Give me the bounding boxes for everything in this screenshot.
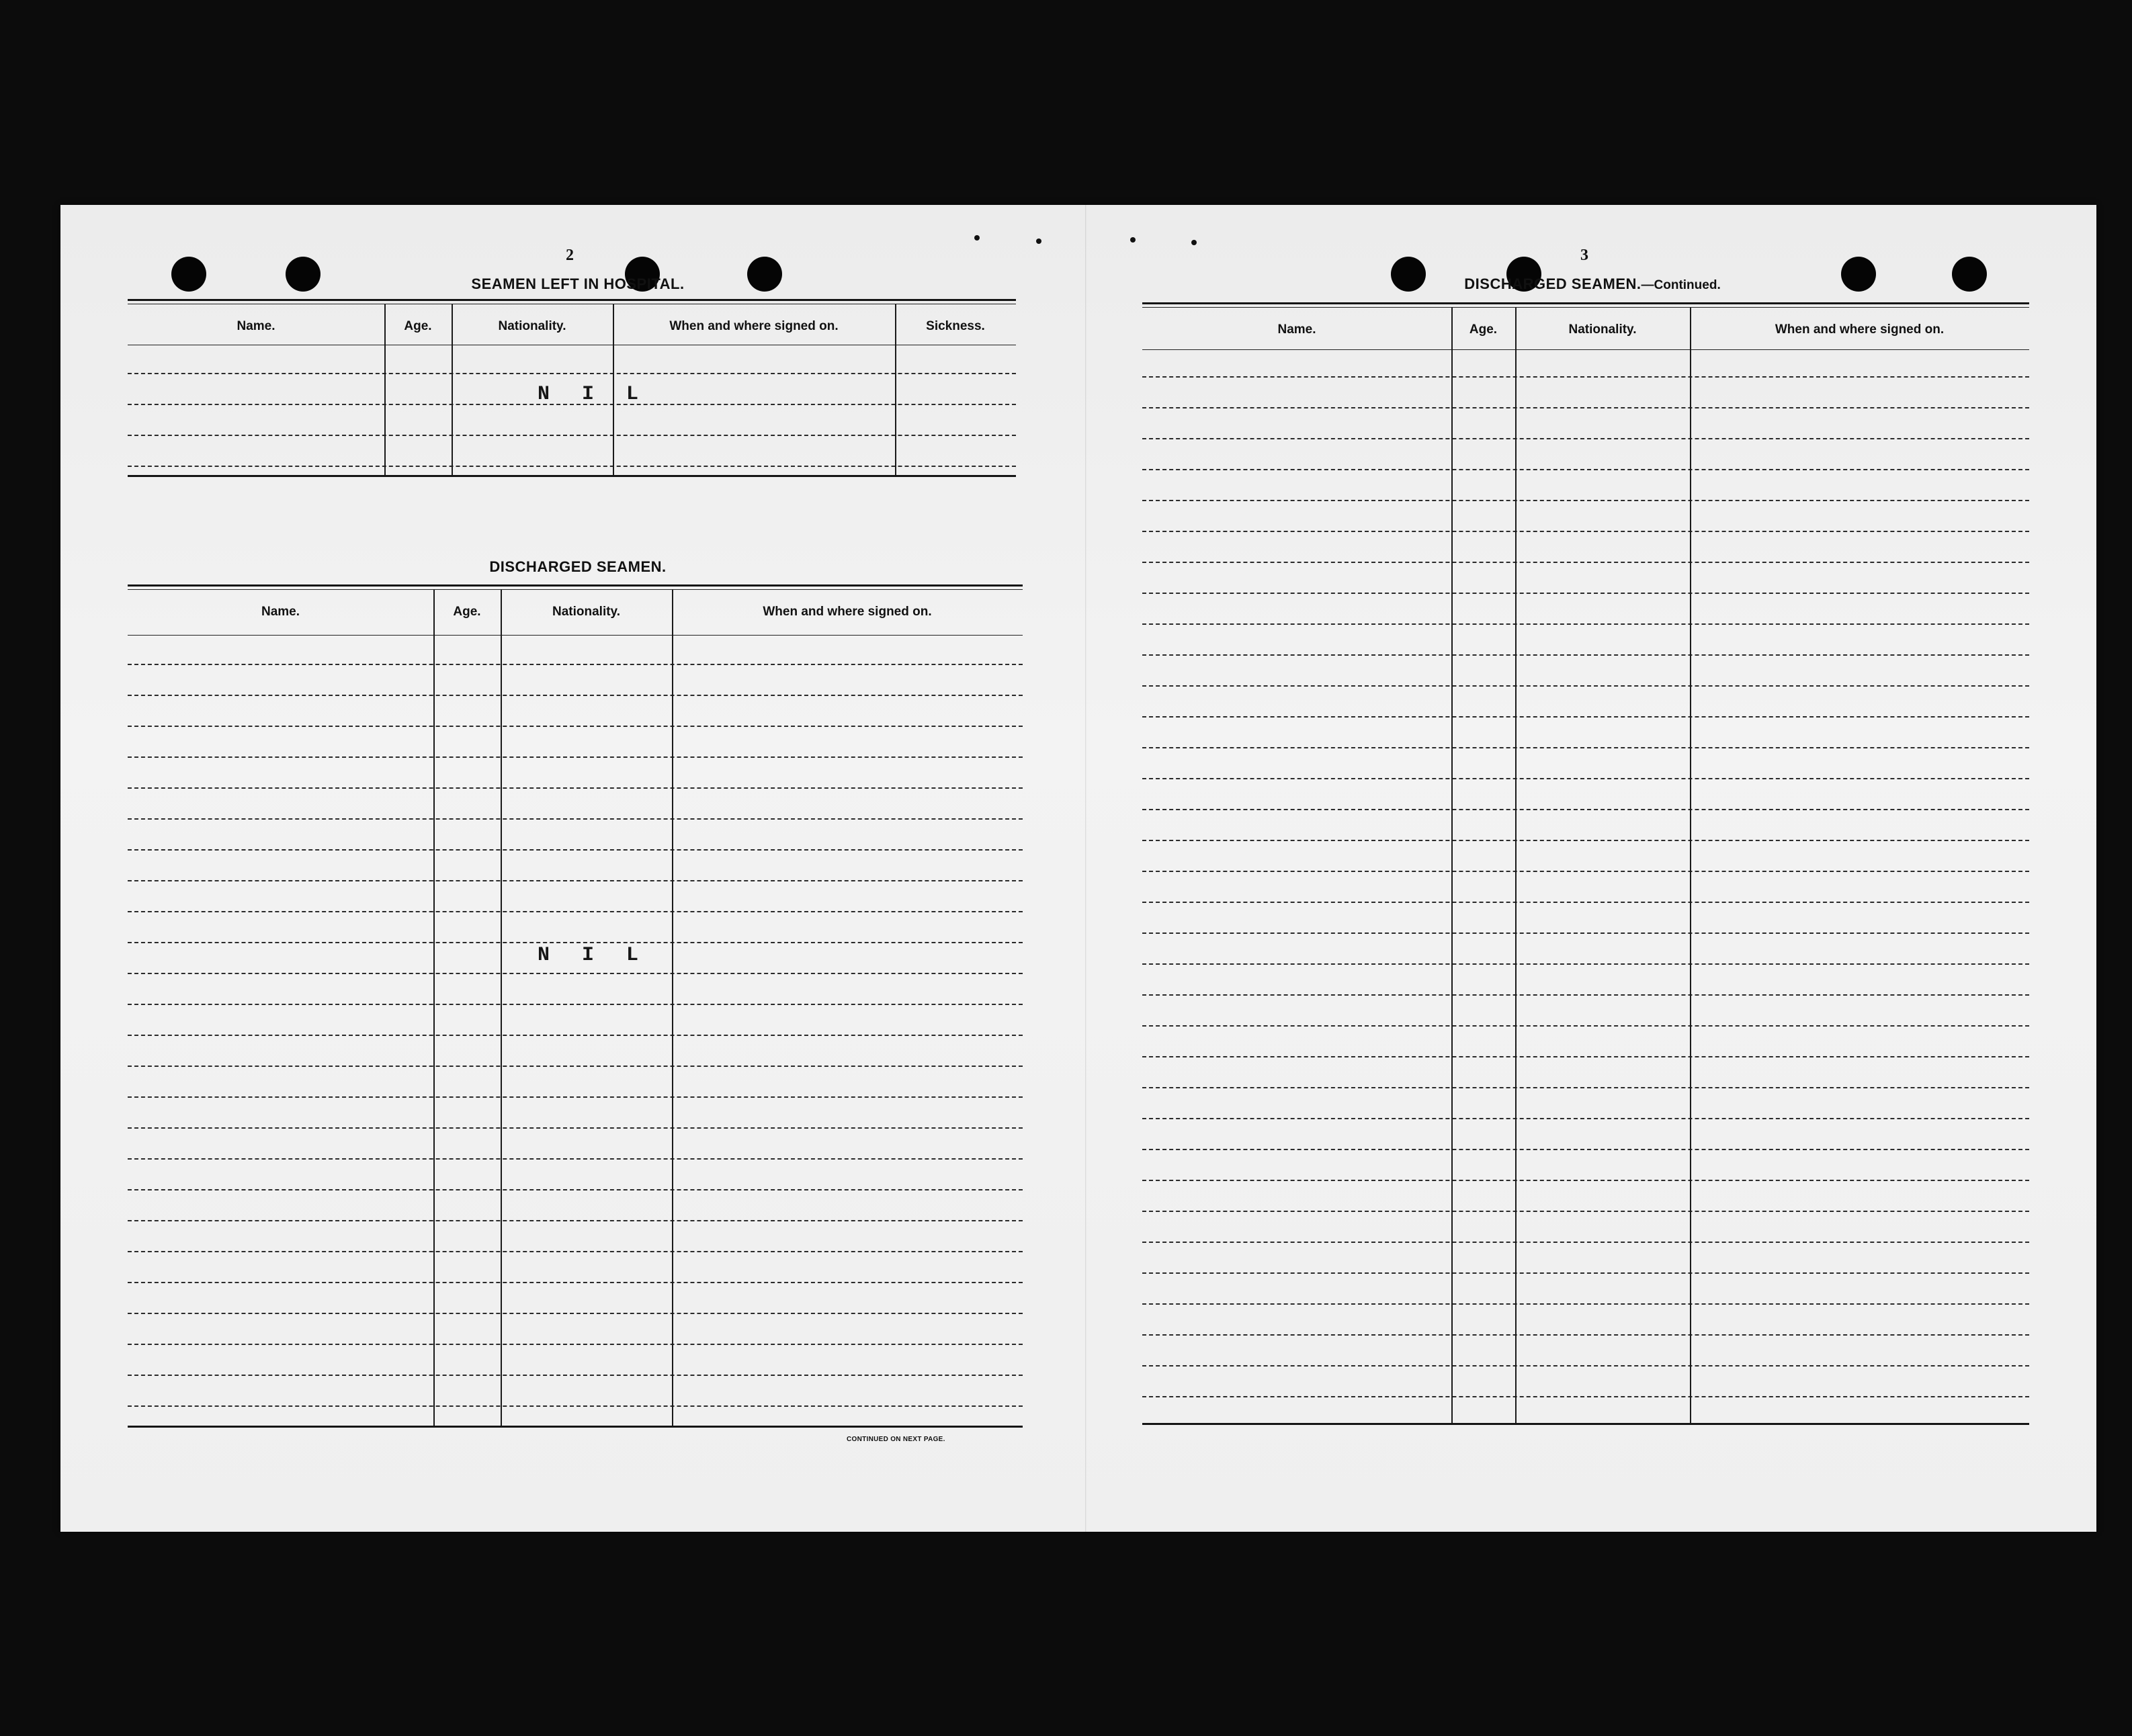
ruled-line <box>1142 438 2029 439</box>
ruled-line <box>1142 1334 2029 1336</box>
ruled-line <box>1142 685 2029 687</box>
ruled-line <box>1142 871 2029 872</box>
ink-dot <box>1130 237 1136 243</box>
discharged-table-right <box>1142 302 2029 1431</box>
hospital-table <box>128 299 1016 480</box>
page-number-left: 2 <box>566 247 574 264</box>
ruled-line <box>128 1189 1023 1190</box>
discharged-col-name: Name. <box>261 605 300 619</box>
ruled-line <box>128 880 1023 881</box>
ruled-line <box>1142 778 2029 779</box>
ruled-line <box>128 695 1023 696</box>
ruled-line <box>128 1035 1023 1036</box>
ruled-line <box>1142 500 2029 501</box>
page-fold <box>1085 205 1086 1532</box>
ruled-line <box>1142 994 2029 996</box>
discharged-table-left <box>128 584 1023 1431</box>
ruled-line <box>128 849 1023 851</box>
ruled-line <box>128 973 1023 974</box>
ruled-line <box>1142 623 2029 625</box>
hospital-nil-entry: N I L <box>538 383 642 406</box>
continued-footer: CONTINUED ON NEXT PAGE. <box>847 1436 945 1443</box>
discharged-cont-col-age: Age. <box>1469 322 1498 337</box>
ledger-sheet <box>60 205 2096 1532</box>
ruled-line <box>1142 932 2029 934</box>
punch-hole <box>1841 257 1876 292</box>
ruled-line <box>128 1405 1023 1407</box>
hospital-col-age: Age. <box>404 319 432 333</box>
discharged-continued-title: DISCHARGED SEAMEN.—Continued. <box>1464 275 1721 292</box>
ruled-line <box>1142 1396 2029 1397</box>
ruled-line <box>128 664 1023 665</box>
ruled-line <box>128 1158 1023 1160</box>
ruled-line <box>128 756 1023 758</box>
ruled-line <box>1142 716 2029 718</box>
hospital-col-signed-on: When and where signed on. <box>669 319 839 333</box>
ruled-line <box>1142 963 2029 965</box>
ink-dot <box>974 235 980 241</box>
discharged-col-age: Age. <box>453 605 481 619</box>
discharged-col-signed-on: When and where signed on. <box>763 605 932 619</box>
ruled-line <box>128 1251 1023 1252</box>
ink-dot <box>1191 240 1197 245</box>
punch-hole <box>286 257 321 292</box>
ruled-line <box>1142 1087 2029 1088</box>
ruled-line <box>128 1004 1023 1005</box>
hospital-col-name: Name. <box>237 319 275 333</box>
ruled-line <box>1142 469 2029 470</box>
ruled-line <box>1142 1149 2029 1150</box>
discharged-cont-col-name: Name. <box>1277 322 1316 337</box>
hospital-section-title: SEAMEN LEFT IN HOSPITAL. <box>471 275 685 292</box>
ruled-line <box>1142 531 2029 532</box>
ruled-line <box>1142 902 2029 903</box>
discharged-nil-entry: N I L <box>538 944 642 967</box>
ruled-line <box>1142 654 2029 656</box>
punch-hole <box>747 257 782 292</box>
ruled-line <box>1142 1118 2029 1119</box>
ruled-line <box>1142 1365 2029 1366</box>
ruled-line <box>1142 1056 2029 1057</box>
hospital-col-nationality: Nationality. <box>498 319 566 333</box>
ruled-line <box>128 818 1023 820</box>
ruled-line <box>128 1096 1023 1098</box>
discharged-section-title: DISCHARGED SEAMEN. <box>489 558 667 575</box>
ruled-line <box>1142 1303 2029 1305</box>
page-number-right: 3 <box>1580 247 1588 264</box>
ruled-line <box>1142 1025 2029 1027</box>
ruled-line <box>128 787 1023 789</box>
ruled-line <box>1142 1180 2029 1181</box>
ruled-line <box>128 1313 1023 1314</box>
discharged-col-nationality: Nationality. <box>552 605 620 619</box>
ruled-line <box>128 942 1023 943</box>
ruled-line <box>1142 562 2029 563</box>
ruled-line <box>128 1066 1023 1067</box>
ruled-line <box>1142 376 2029 378</box>
discharged-cont-col-signed-on: When and where signed on. <box>1775 322 1945 337</box>
ruled-line <box>128 1344 1023 1345</box>
ruled-line <box>1142 809 2029 810</box>
ruled-line <box>1142 1272 2029 1274</box>
ruled-line <box>128 911 1023 912</box>
ruled-line <box>128 1282 1023 1283</box>
ruled-line <box>1142 1242 2029 1243</box>
ruled-line <box>1142 747 2029 748</box>
punch-hole <box>171 257 206 292</box>
discharged-cont-col-nationality: Nationality. <box>1568 322 1637 337</box>
ruled-line <box>128 1220 1023 1221</box>
punch-hole <box>1952 257 1987 292</box>
hospital-col-sickness: Sickness. <box>926 319 985 333</box>
ruled-line <box>128 1375 1023 1376</box>
ruled-line <box>128 726 1023 727</box>
ruled-line <box>1142 1211 2029 1212</box>
ruled-line <box>1142 593 2029 594</box>
ruled-line <box>128 1127 1023 1129</box>
ruled-line <box>1142 407 2029 408</box>
ink-dot <box>1036 238 1041 244</box>
ruled-line <box>1142 840 2029 841</box>
